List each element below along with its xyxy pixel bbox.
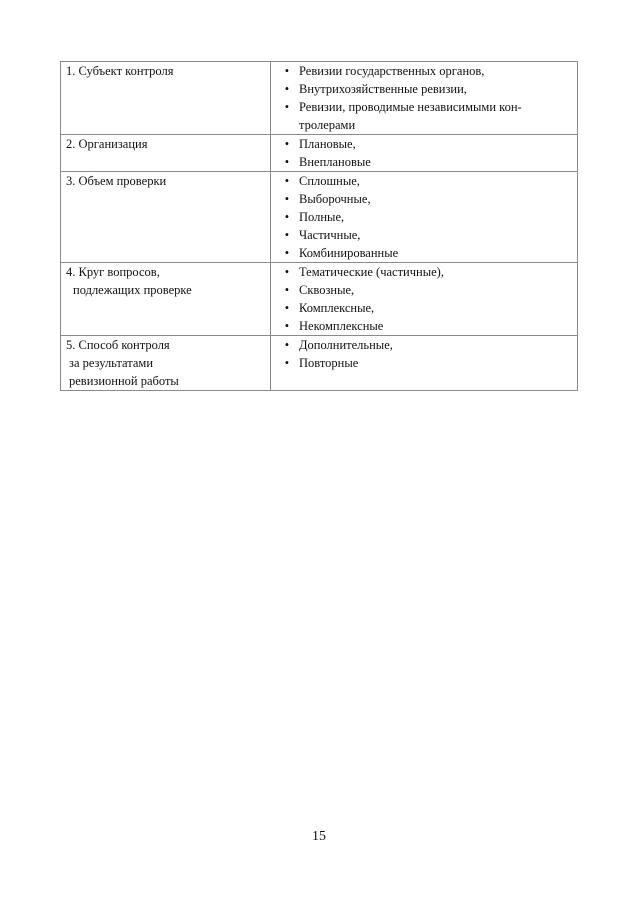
item-text: Сплошные, — [299, 174, 360, 188]
types-list — [279, 172, 573, 262]
bullet-icon: • — [284, 228, 290, 242]
bullet-icon: • — [284, 174, 290, 188]
bullet-icon: • — [284, 319, 290, 333]
list-item — [279, 172, 573, 190]
bullet-icon: • — [284, 246, 290, 260]
list-item — [279, 336, 573, 354]
table-row — [61, 135, 578, 172]
item-text: Ревизии, проводимые независимыми кон- — [299, 100, 522, 114]
bullet-icon: • — [284, 192, 290, 206]
criterion-cell — [61, 62, 271, 135]
bullet-icon: • — [284, 100, 290, 114]
types-cell — [271, 172, 578, 263]
item-text: Некомплексные — [299, 319, 384, 333]
criterion-cell — [61, 263, 271, 336]
item-text: Плановые, — [299, 137, 356, 151]
types-list — [279, 135, 573, 171]
table-row — [61, 172, 578, 263]
types-cell — [271, 135, 578, 172]
bullet-icon: • — [284, 265, 290, 279]
list-item — [279, 190, 573, 208]
item-text: Дополнительные, — [299, 338, 393, 352]
page-number: 15 — [312, 829, 326, 844]
control-classification-table — [60, 61, 578, 391]
criterion-cell — [61, 172, 271, 263]
list-item — [279, 226, 573, 244]
list-item — [279, 317, 573, 335]
criterion-cell — [61, 135, 271, 172]
criterion-text: 3. Объем проверки — [66, 174, 167, 188]
item-text: Внеплановые — [299, 155, 371, 169]
item-text: Частичные, — [299, 228, 361, 242]
list-item — [279, 244, 573, 262]
criterion-text: 4. Круг вопросов, — [66, 265, 160, 279]
table-row — [61, 62, 578, 135]
bullet-icon: • — [284, 155, 290, 169]
bullet-icon: • — [284, 283, 290, 297]
list-item — [279, 354, 573, 372]
bullet-icon: • — [284, 82, 290, 96]
bullet-icon: • — [284, 137, 290, 151]
list-item — [279, 98, 573, 134]
item-text: Полные, — [299, 210, 345, 224]
table-row — [61, 336, 578, 391]
bullet-icon: • — [284, 210, 290, 224]
criterion-text-continuation: подлежащих проверке — [73, 283, 192, 297]
list-item — [279, 299, 573, 317]
list-item — [279, 135, 573, 153]
criterion-text: 5. Способ контроля — [66, 338, 170, 352]
item-text: Тематические (частичные), — [299, 265, 444, 279]
list-item — [279, 153, 573, 171]
item-text: Комплексные, — [299, 301, 375, 315]
list-item — [279, 281, 573, 299]
types-cell — [271, 62, 578, 135]
list-item — [279, 62, 573, 80]
list-item — [279, 263, 573, 281]
item-text: Сквозные, — [299, 283, 355, 297]
item-text: Ревизии государственных органов, — [299, 64, 485, 78]
item-text: Внутрихозяйственные ревизии, — [299, 82, 467, 96]
item-text: Повторные — [299, 356, 359, 370]
types-cell — [271, 336, 578, 391]
types-list — [279, 62, 573, 134]
types-list — [279, 336, 573, 372]
criterion-text-continuation: за результатами — [69, 356, 154, 370]
bullet-icon: • — [284, 301, 290, 315]
criterion-text: 2. Организация — [66, 137, 148, 151]
criterion-text-continuation: ревизионной работы — [69, 374, 179, 388]
criterion-cell — [61, 336, 271, 391]
item-text-continuation: тролерами — [299, 118, 356, 132]
bullet-icon: • — [284, 338, 290, 352]
item-text: Выборочные, — [299, 192, 371, 206]
item-text: Комбинированные — [299, 246, 399, 260]
criterion-text: 1. Субъект контроля — [66, 64, 174, 78]
list-item — [279, 208, 573, 226]
bullet-icon: • — [284, 64, 290, 78]
table-row — [61, 263, 578, 336]
types-list — [279, 263, 573, 335]
list-item — [279, 80, 573, 98]
types-cell — [271, 263, 578, 336]
bullet-icon: • — [284, 356, 290, 370]
